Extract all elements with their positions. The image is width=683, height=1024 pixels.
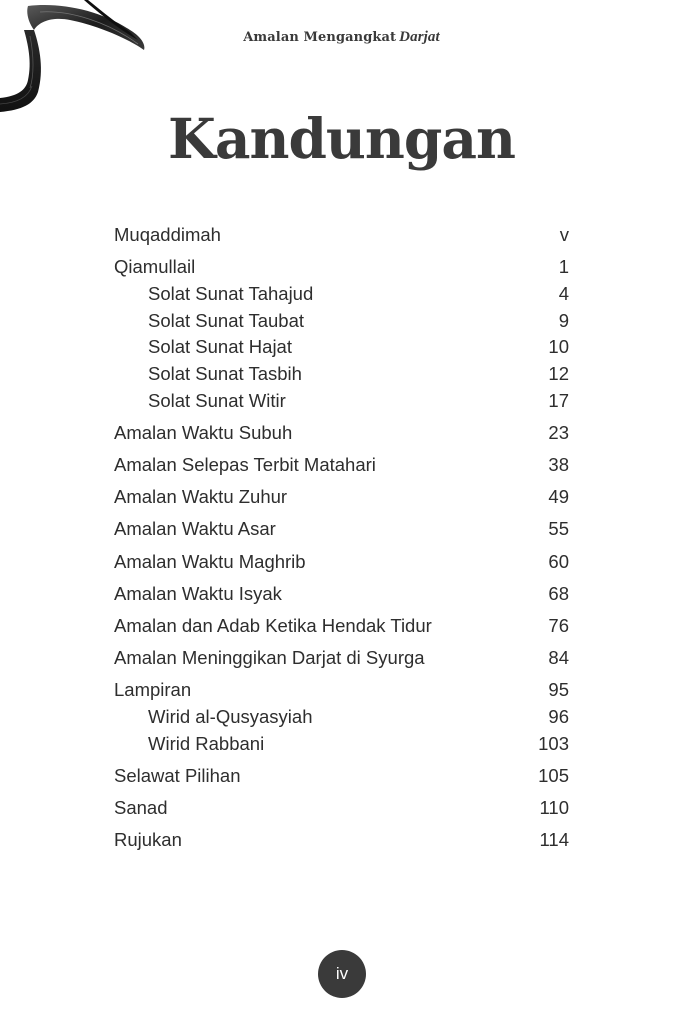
toc-entry-label: Wirid al-Qusyasyiah (148, 705, 313, 727)
page-number-badge (318, 950, 366, 998)
toc-entry (114, 388, 569, 415)
toc-entry-page: 17 (548, 390, 569, 412)
toc-entry-page: 9 (558, 309, 569, 331)
toc-entry-label: Solat Sunat Hajat (148, 336, 292, 358)
toc-entry-page: 49 (548, 486, 569, 508)
toc-entry-page: 114 (539, 828, 569, 850)
toc-entry-page: 55 (548, 518, 569, 540)
toc-entry (114, 254, 569, 281)
running-header (0, 29, 683, 46)
toc-entry-label: Amalan Waktu Subuh (114, 422, 293, 444)
toc-entry (114, 581, 569, 608)
toc-entry-page: 10 (548, 336, 569, 358)
toc-entry (114, 763, 569, 790)
toc-entry-label: Lampiran (114, 678, 192, 700)
toc-entry-page: 110 (539, 796, 569, 818)
toc-entry-page: 38 (548, 454, 569, 476)
toc-entry-label: Wirid Rabbani (148, 732, 265, 754)
toc-entry (114, 222, 569, 249)
toc-entry-page: 95 (548, 678, 569, 700)
toc-entry (114, 484, 569, 511)
toc-entry-page: 60 (548, 550, 569, 572)
toc-entry-label: Selawat Pilihan (114, 764, 241, 786)
toc-entry-label: Muqaddimah (114, 224, 221, 245)
toc-entry-label: Solat Sunat Witir (148, 390, 286, 412)
toc-entry-label: Amalan Waktu Maghrib (114, 550, 306, 572)
toc-entry (114, 613, 569, 640)
page-title: Kandungan (168, 106, 515, 171)
running-header-accent: Darjat (399, 29, 440, 45)
toc-entry (114, 361, 569, 388)
toc-entry-label: Amalan Waktu Zuhur (114, 486, 288, 508)
page-number: iv (335, 964, 349, 983)
toc-entry-label: Solat Sunat Tasbih (148, 363, 302, 385)
toc-entry (114, 334, 569, 361)
toc-entry (114, 795, 569, 822)
toc-entry-page: v (559, 224, 569, 245)
running-header-title: Amalan Mengangkat (243, 30, 397, 45)
toc-entry (114, 549, 569, 576)
toc-entry (114, 452, 569, 479)
toc-entry-label: Solat Sunat Tahajud (148, 282, 314, 304)
toc-entry-page: 12 (548, 363, 569, 385)
toc-entry-page: 96 (548, 705, 569, 727)
toc-entry-label: Amalan dan Adab Ketika Hendak Tidur (114, 614, 432, 636)
toc-entry-label: Amalan Meninggikan Darjat di Syurga (114, 646, 425, 668)
toc-entry-page: 1 (558, 256, 569, 278)
table-of-contents (114, 222, 569, 854)
toc-entry-label: Solat Sunat Taubat (148, 309, 305, 331)
toc-entry-label: Amalan Selepas Terbit Matahari (114, 454, 376, 476)
toc-entry (114, 645, 569, 672)
toc-entry-label: Amalan Waktu Isyak (114, 582, 282, 604)
toc-entry (114, 516, 569, 543)
toc-entry-label: Rujukan (114, 828, 182, 850)
toc-entry-page: 4 (558, 282, 569, 304)
toc-entry (114, 420, 569, 447)
toc-entry (114, 704, 569, 731)
toc-entry-page: 84 (548, 646, 569, 668)
toc-entry-page: 76 (548, 614, 569, 636)
toc-entry (114, 731, 569, 758)
toc-entry-page: 105 (538, 764, 569, 786)
toc-entry-label: Sanad (114, 796, 168, 818)
toc-entry (114, 827, 569, 854)
toc-entry-page: 23 (548, 422, 569, 444)
toc-entry (114, 281, 569, 308)
toc-entry-page: 103 (538, 732, 569, 754)
toc-entry-page: 68 (548, 582, 569, 604)
toc-entry (114, 677, 569, 704)
toc-entry-label: Qiamullail (114, 256, 196, 278)
toc-entry (114, 308, 569, 335)
toc-entry-label: Amalan Waktu Asar (114, 518, 276, 540)
